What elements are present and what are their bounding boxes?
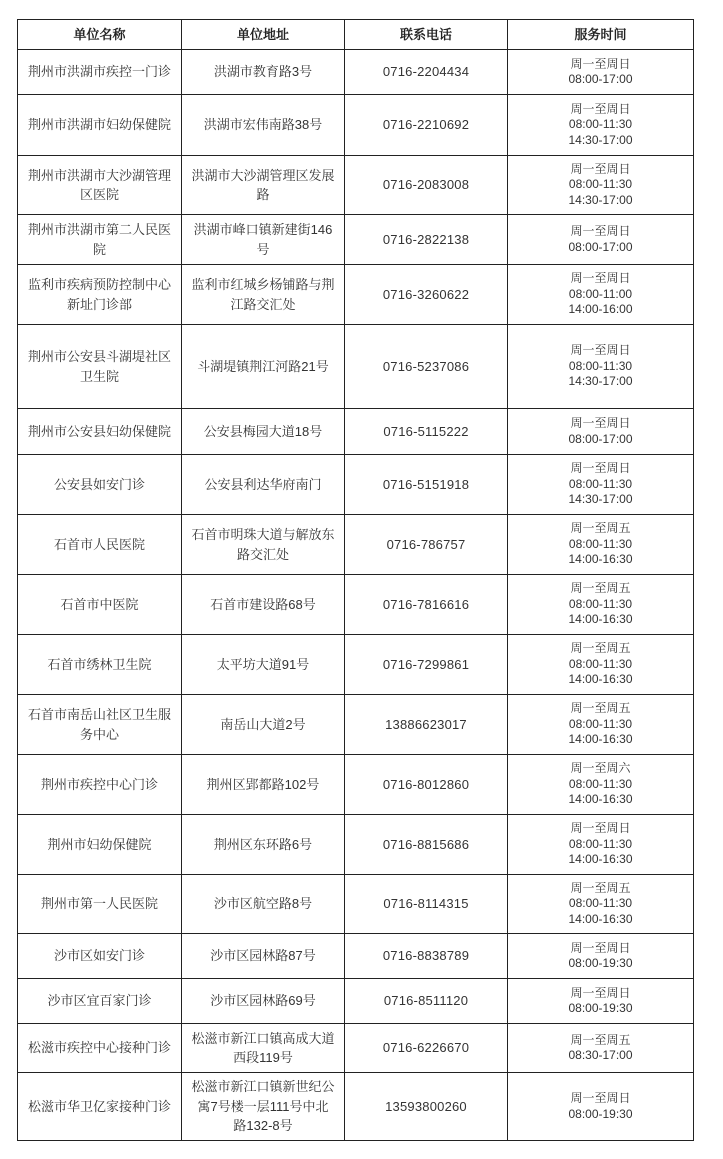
table-row — [18, 934, 694, 979]
vaccination-sites-table — [17, 19, 694, 1141]
hours-days: 周一至周日 — [570, 271, 631, 286]
cell-name — [18, 755, 182, 815]
address-line: 石首市建设路68号 — [210, 596, 316, 612]
cell-name — [18, 215, 182, 265]
cell-address — [182, 635, 345, 695]
cell-phone: 0716-2083008 — [345, 156, 508, 215]
name-line: 荆州市洪湖市大沙湖管理 — [27, 167, 171, 183]
header-phone: 联系电话 — [345, 20, 508, 50]
table-row — [18, 515, 694, 575]
address-line: 监利市红城乡杨铺路与荆 — [191, 277, 335, 292]
name-line: 荆州市妇幼保健院 — [47, 836, 152, 852]
name-line: 石首市绣林卫生院 — [47, 656, 152, 672]
cell-phone: 0716-8012860 — [345, 755, 508, 815]
cell-address — [182, 409, 345, 455]
table-row — [18, 1073, 694, 1141]
address-line: 沙市区航空路8号 — [213, 896, 313, 912]
name-line: 荆州市疾控中心门诊 — [40, 776, 158, 792]
cell-address — [182, 979, 345, 1024]
cell-name — [18, 95, 182, 156]
hours-time: 08:00-19:30 — [568, 1106, 633, 1121]
cell-address — [182, 95, 345, 156]
address-line: 松滋市新江口镇高成大道 — [191, 1030, 335, 1046]
hours-days: 周一至周六 — [570, 761, 631, 776]
name-line: 沙市区如安门诊 — [53, 948, 145, 964]
cell-hours — [508, 325, 694, 409]
hours-time: 14:00-16:30 — [568, 612, 633, 627]
cell-name — [18, 575, 182, 635]
address-line: 西段119号 — [233, 1050, 293, 1065]
cell-name — [18, 934, 182, 979]
table-row — [18, 695, 694, 755]
hours-time: 08:00-11:30 — [568, 358, 633, 373]
hours-time: 08:00-11:30 — [568, 596, 633, 611]
table-row — [18, 575, 694, 635]
address-line: 公安县梅园大道18号 — [203, 423, 323, 439]
cell-address — [182, 1024, 345, 1073]
hours-time: 14:00-16:30 — [568, 852, 633, 867]
cell-name — [18, 815, 182, 875]
hours-time: 08:00-11:30 — [568, 536, 633, 551]
hours-time: 14:30-17:00 — [568, 492, 633, 507]
cell-name — [18, 156, 182, 215]
hours-time: 08:00-11:30 — [568, 656, 633, 671]
cell-address — [182, 325, 345, 409]
hours-days: 周一至周日 — [570, 1091, 631, 1105]
hours-days: 周一至周五 — [570, 880, 631, 895]
cell-name — [18, 409, 182, 455]
hours-days: 周一至周日 — [570, 56, 631, 71]
name-line: 务中心 — [79, 726, 119, 742]
cell-phone: 0716-8114315 — [345, 875, 508, 934]
header-address: 单位地址 — [182, 20, 345, 50]
cell-phone: 0716-3260622 — [345, 265, 508, 325]
name-line: 荆州市公安县妇幼保健院 — [27, 423, 171, 439]
address-line: 沙市区园林路87号 — [210, 948, 316, 964]
cell-hours — [508, 875, 694, 934]
cell-hours — [508, 755, 694, 815]
cell-phone: 0716-5237086 — [345, 325, 508, 409]
hours-days: 周一至周日 — [570, 343, 631, 358]
cell-hours — [508, 515, 694, 575]
name-line: 公安县如安门诊 — [53, 476, 145, 492]
address-line: 南岳山大道2号 — [220, 716, 306, 732]
hours-days: 周一至周五 — [570, 521, 631, 536]
hours-days: 周一至周五 — [570, 641, 631, 656]
address-line: 路交汇处 — [236, 546, 289, 562]
hours-days: 周一至周日 — [570, 224, 631, 238]
hours-time: 08:00-11:30 — [568, 896, 633, 911]
hours-time: 08:00-11:00 — [568, 286, 633, 301]
cell-name — [18, 875, 182, 934]
name-line: 区医院 — [79, 187, 119, 202]
cell-address — [182, 215, 345, 265]
hours-time: 08:00-17:00 — [568, 72, 633, 86]
name-line: 监利市疾病预防控制中心 — [27, 277, 171, 292]
hours-time: 08:00-11:30 — [568, 836, 633, 851]
cell-address — [182, 515, 345, 575]
cell-name — [18, 455, 182, 515]
cell-name — [18, 695, 182, 755]
address-line: 公安县利达华府南门 — [204, 476, 322, 492]
table-row — [18, 635, 694, 695]
hours-time: 14:00-16:30 — [568, 911, 633, 926]
hours-days: 周一至周日 — [570, 416, 631, 430]
hours-time: 14:00-16:00 — [568, 302, 633, 317]
hours-time: 14:30-17:00 — [568, 192, 633, 207]
hours-time: 14:00-16:30 — [568, 552, 633, 567]
cell-hours — [508, 635, 694, 695]
address-line: 荆州区东环路6号 — [213, 836, 313, 852]
address-line: 洪湖市大沙湖管理区发展 — [191, 167, 335, 183]
address-line: 松滋市新江口镇新世纪公 — [191, 1079, 335, 1095]
header-name: 单位名称 — [18, 20, 182, 50]
address-line: 沙市区园林路69号 — [210, 993, 316, 1009]
hours-time: 14:00-16:30 — [568, 732, 633, 747]
address-line: 太平坊大道91号 — [216, 656, 310, 672]
table-row — [18, 815, 694, 875]
cell-hours — [508, 695, 694, 755]
header-hours: 服务时间 — [508, 20, 694, 50]
hours-days: 周一至周日 — [570, 161, 631, 176]
cell-phone: 0716-7299861 — [345, 635, 508, 695]
address-line: 石首市明珠大道与解放东 — [191, 527, 335, 542]
hours-days: 周一至周五 — [570, 701, 631, 716]
name-line: 荆州市公安县斗湖堤社区 — [27, 349, 171, 364]
name-line: 院 — [92, 241, 106, 257]
table-row — [18, 325, 694, 409]
name-line: 卫生院 — [79, 368, 119, 384]
cell-address — [182, 156, 345, 215]
hours-time: 14:30-17:00 — [568, 374, 633, 389]
table-row — [18, 215, 694, 265]
table-row — [18, 156, 694, 215]
cell-phone: 0716-2204434 — [345, 50, 508, 95]
table-row — [18, 979, 694, 1024]
cell-phone: 0716-7816616 — [345, 575, 508, 635]
table-row — [18, 265, 694, 325]
hours-days: 周一至周日 — [570, 101, 631, 116]
cell-hours — [508, 95, 694, 156]
table-header-row — [18, 20, 694, 50]
name-line: 松滋市疾控中心接种门诊 — [27, 1040, 171, 1056]
cell-address — [182, 455, 345, 515]
cell-address — [182, 934, 345, 979]
cell-name — [18, 50, 182, 95]
name-line: 荆州市第一人民医院 — [40, 896, 158, 912]
address-line: 寓7号楼一层111号中北 — [197, 1098, 329, 1114]
hours-time: 08:00-17:00 — [568, 239, 633, 254]
hours-time: 08:00-17:00 — [568, 431, 633, 446]
name-line: 石首市人民医院 — [53, 536, 145, 552]
cell-phone: 0716-8815686 — [345, 815, 508, 875]
address-line: 洪湖市宏伟南路38号 — [203, 117, 323, 133]
address-line: 荆州区郢都路102号 — [206, 776, 320, 792]
hours-time: 08:00-11:30 — [568, 716, 633, 731]
hours-days: 周一至周日 — [570, 985, 631, 1000]
cell-phone: 0716-8838789 — [345, 934, 508, 979]
cell-hours — [508, 409, 694, 455]
hours-days: 周一至周五 — [570, 581, 631, 596]
address-line: 江路交汇处 — [230, 296, 296, 312]
hours-time: 08:00-19:30 — [568, 956, 633, 970]
cell-phone: 0716-5151918 — [345, 455, 508, 515]
cell-phone: 0716-6226670 — [345, 1024, 508, 1073]
cell-hours — [508, 455, 694, 515]
cell-name — [18, 265, 182, 325]
table-row — [18, 50, 694, 95]
cell-hours — [508, 575, 694, 635]
table-row — [18, 95, 694, 156]
hours-days: 周一至周日 — [570, 461, 631, 476]
cell-name — [18, 325, 182, 409]
table-row — [18, 1024, 694, 1073]
cell-hours — [508, 215, 694, 265]
cell-name — [18, 1024, 182, 1073]
cell-hours — [508, 1024, 694, 1073]
cell-phone: 0716-786757 — [345, 515, 508, 575]
name-line: 石首市南岳山社区卫生服 — [27, 707, 171, 722]
address-line: 路 — [256, 187, 270, 202]
cell-address — [182, 815, 345, 875]
cell-address — [182, 575, 345, 635]
hours-time: 08:00-11:30 — [568, 476, 633, 491]
cell-hours — [508, 265, 694, 325]
table-row — [18, 455, 694, 515]
cell-address — [182, 265, 345, 325]
cell-phone: 0716-2822138 — [345, 215, 508, 265]
table-row — [18, 875, 694, 934]
cell-hours — [508, 1073, 694, 1141]
name-line: 沙市区宜百家门诊 — [47, 993, 152, 1009]
name-line: 松滋市华卫亿家接种门诊 — [27, 1098, 171, 1114]
hours-time: 14:00-16:30 — [568, 672, 633, 687]
cell-hours — [508, 156, 694, 215]
name-line: 新址门诊部 — [66, 296, 132, 312]
cell-address — [182, 1073, 345, 1141]
cell-name — [18, 635, 182, 695]
hours-time: 14:00-16:30 — [568, 792, 633, 807]
cell-name — [18, 979, 182, 1024]
cell-phone: 0716-5115222 — [345, 409, 508, 455]
address-line: 路132-8号 — [233, 1118, 293, 1134]
cell-hours — [508, 979, 694, 1024]
address-line: 洪湖市峰口镇新建街146 — [193, 222, 333, 237]
hours-time: 08:00-11:30 — [568, 117, 633, 132]
cell-phone: 13593800260 — [345, 1073, 508, 1141]
hours-time: 14:30-17:00 — [568, 132, 633, 147]
cell-hours — [508, 50, 694, 95]
address-line: 号 — [256, 241, 270, 257]
name-line: 石首市中医院 — [60, 596, 139, 612]
table-row — [18, 755, 694, 815]
address-line: 斗湖堤镇荆江河路21号 — [197, 358, 329, 374]
cell-address — [182, 755, 345, 815]
hours-days: 周一至周五 — [570, 1032, 631, 1047]
hours-time: 08:00-19:30 — [568, 1001, 633, 1015]
cell-address — [182, 50, 345, 95]
cell-name — [18, 515, 182, 575]
cell-phone: 0716-2210692 — [345, 95, 508, 156]
address-line: 洪湖市教育路3号 — [213, 64, 313, 80]
hours-days: 周一至周日 — [570, 821, 631, 836]
hours-time: 08:30-17:00 — [568, 1048, 633, 1062]
cell-phone: 13886623017 — [345, 695, 508, 755]
cell-hours — [508, 815, 694, 875]
cell-name — [18, 1073, 182, 1141]
cell-hours — [508, 934, 694, 979]
name-line: 荆州市洪湖市疾控一门诊 — [27, 64, 171, 80]
cell-address — [182, 695, 345, 755]
hours-time: 08:00-11:30 — [568, 776, 633, 791]
hours-days: 周一至周日 — [570, 940, 631, 955]
table-row — [18, 409, 694, 455]
cell-phone: 0716-8511120 — [345, 979, 508, 1024]
hours-time: 08:00-11:30 — [568, 177, 633, 192]
name-line: 荆州市洪湖市妇幼保健院 — [27, 117, 171, 133]
name-line: 荆州市洪湖市第二人民医 — [27, 222, 171, 237]
cell-address — [182, 875, 345, 934]
